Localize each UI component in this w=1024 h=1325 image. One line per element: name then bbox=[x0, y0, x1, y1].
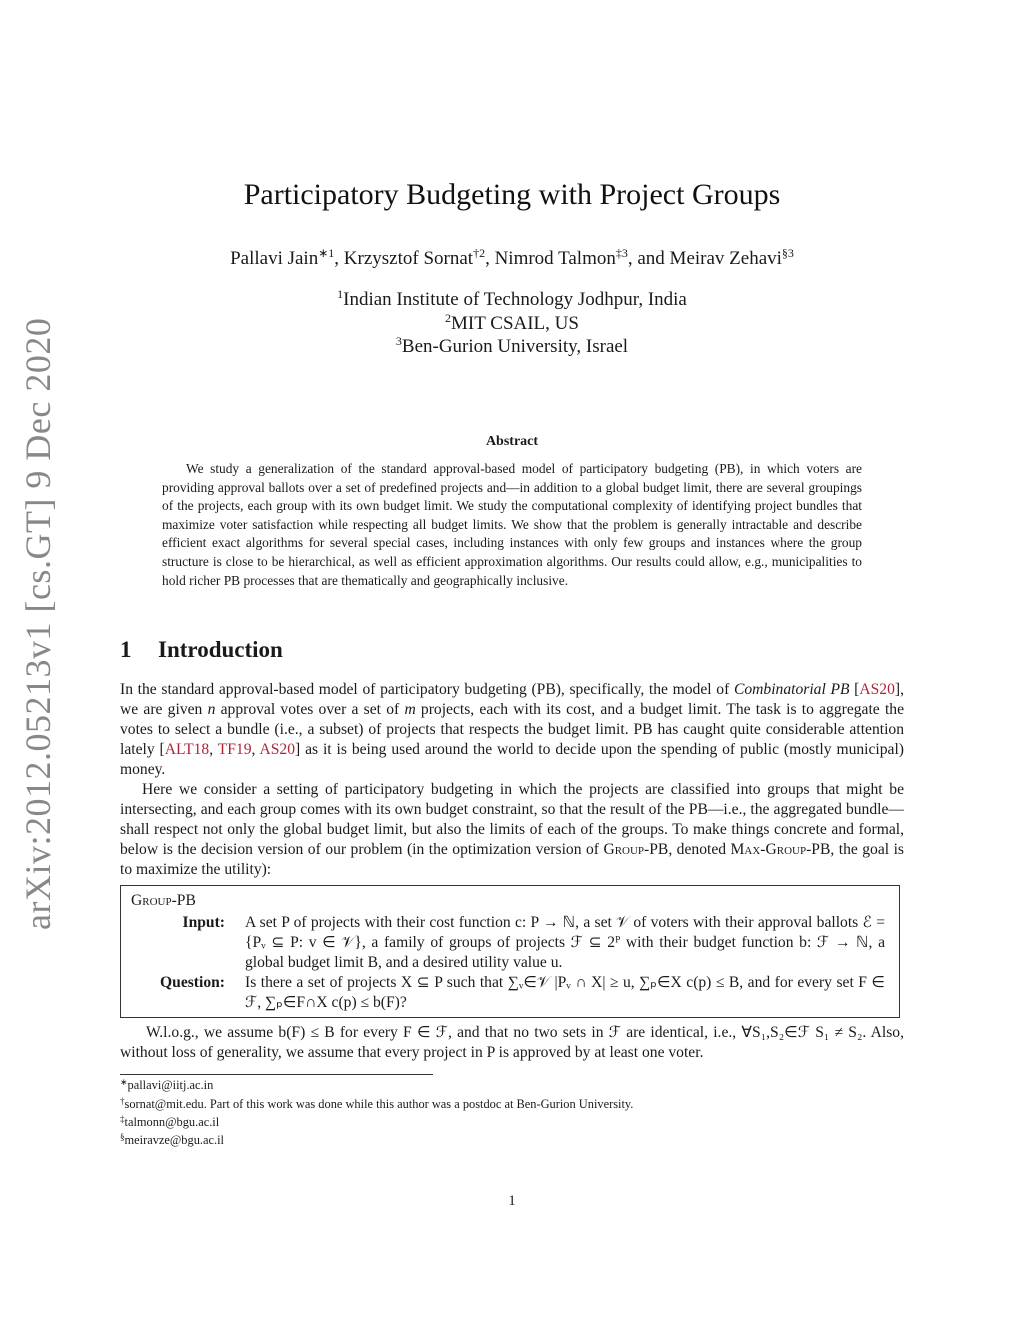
input-text: A set P of projects with their cost function c: P → ℕ, a set 𝒱 of voters with their approval ballots ℰ = {Pᵥ ⊆ P: v ∈ 𝒱}, a family of groups of projects ℱ ⊆ 2ᴾ with their budget function b: ℱ → ℕ, a global budget limit B, and a desired utility value u. bbox=[245, 914, 885, 971]
affiliation-mark: 2 bbox=[445, 311, 452, 325]
affiliation bbox=[0, 313, 1024, 335]
problem-name-ref: Max-Group-PB bbox=[730, 841, 831, 858]
affiliation-mark: 1 bbox=[337, 287, 344, 301]
input-label: Input: bbox=[182, 914, 225, 931]
author-name: Krzysztof Sornat bbox=[343, 248, 474, 269]
math-var: n bbox=[207, 701, 216, 718]
affiliation-mark: 3 bbox=[395, 334, 402, 348]
problem-name: Group-PB bbox=[131, 892, 196, 909]
affiliation bbox=[0, 289, 1024, 311]
text-run: [ bbox=[849, 681, 860, 698]
text-run: , bbox=[209, 741, 218, 758]
page-number: 1 bbox=[508, 1193, 516, 1209]
intro-paragraph-1 bbox=[120, 680, 904, 780]
paper-title: Participatory Budgeting with Project Groups bbox=[243, 178, 781, 211]
author-marks: †2 bbox=[473, 246, 486, 260]
question-text: Is there a set of projects X ⊆ P such that ∑ᵥ∈𝒱 |Pᵥ ∩ X| ≥ u, ∑ₚ∈X c(p) ≤ B, and for every set F ∈ ℱ, ∑ₚ∈F∩X c(p) ≤ b(F)? bbox=[245, 974, 885, 1011]
footnote-text: pallavi@iitj.ac.in bbox=[127, 1078, 214, 1092]
footnote bbox=[120, 1132, 900, 1148]
text-run: approval votes over a set of bbox=[215, 701, 405, 718]
footnote-divider bbox=[120, 1074, 433, 1075]
author-name: Meirav Zehavi bbox=[669, 248, 782, 269]
footnote-mark: ∗ bbox=[120, 1077, 128, 1087]
math-var: m bbox=[404, 701, 416, 718]
text-run: projects, each with its cost, and a budget limit. The task is to aggregate the votes to select a bundle (i.e., a subset) of projects that respects the budget limit. PB has caught quite considerable attention lately [ bbox=[120, 701, 905, 758]
emphasis: Combinatorial PB bbox=[733, 681, 850, 698]
intro-paragraph-3: W.l.o.g., we assume b(F) ≤ B for every F ∈ ℱ, and that no two sets in ℱ are identical, i.e., ∀S₁,S₂∈ℱ S₁ ≠ S₂. Also, without loss of generality, we assume that every project in P is approved by at least one voter. bbox=[120, 1024, 904, 1061]
affiliation-text: MIT CSAIL, US bbox=[451, 313, 579, 334]
section-number: 1 bbox=[120, 637, 132, 662]
citation-link[interactable]: ALT18 bbox=[164, 741, 210, 758]
author-list bbox=[0, 248, 1024, 270]
author-marks: ‡3 bbox=[615, 246, 628, 260]
affiliation bbox=[0, 336, 1024, 358]
citation-link[interactable]: AS20 bbox=[259, 741, 295, 758]
section-title: Introduction bbox=[158, 637, 283, 662]
section-heading bbox=[120, 637, 283, 663]
text-run: Here we consider a setting of participatory budgeting in which the projects are classified into groups that might be intersecting, and each group comes with its own budget constraint, so that the result of the PB—i.e., the aggregated bundle—shall respect not only the global budget limit, but also the limits of each of the groups. To make things concrete and formal, below is the decision version of our problem (in the optimization version of bbox=[120, 781, 904, 858]
citation-link[interactable]: AS20 bbox=[859, 681, 895, 698]
question-label: Question: bbox=[160, 974, 225, 991]
text-run: , denoted bbox=[668, 841, 731, 858]
problem-name-ref: Group-PB bbox=[603, 841, 669, 858]
affiliation-text: Ben-Gurion University, Israel bbox=[401, 336, 629, 357]
problem-definition-box bbox=[120, 885, 900, 1018]
intro-paragraph-2 bbox=[120, 780, 904, 880]
author-separator: , bbox=[485, 248, 495, 269]
author-name: Nimrod Talmon bbox=[494, 248, 616, 269]
footnote-mark: † bbox=[120, 1096, 125, 1106]
text-run: , the goal is to maximize the utility): bbox=[120, 841, 904, 878]
author-separator: , and bbox=[627, 248, 670, 269]
arxiv-identifier-stamp: arXiv:2012.05213v1 [cs.GT] 9 Dec 2020 bbox=[18, 317, 58, 930]
author-name: Pallavi Jain bbox=[230, 248, 319, 269]
footnote-text: talmonn@bgu.ac.il bbox=[124, 1115, 220, 1129]
footnote bbox=[120, 1114, 900, 1130]
author-marks: ∗1 bbox=[318, 246, 335, 260]
footnote bbox=[120, 1077, 900, 1093]
affiliation-text: Indian Institute of Technology Jodhpur, India bbox=[343, 289, 687, 310]
citation-link[interactable]: TF19 bbox=[217, 741, 252, 758]
abstract-heading: Abstract bbox=[485, 434, 539, 449]
abstract-body: We study a generalization of the standard approval-based model of participatory budgeting (PB), in which voters are providing approval ballots over a set of predefined projects and—in addition to a global budget limit, there are several groupings of the projects, each group with its own budget limit. We study the computational complexity of identifying project bundles that maximize voter satisfaction while respecting all budget limits. We show that the problem is generally intractable and describe efficient exact algorithms for several special cases, including instances with only few groups and instances where the group structure is close to be hierarchical, as well as efficient approximation algorithms. Our results could allow, e.g., municipalities to hold richer PB processes that are thematically and geographically inclusive. bbox=[162, 461, 862, 588]
text-run: ], we are given bbox=[120, 681, 904, 718]
text-run: , bbox=[251, 741, 260, 758]
author-separator: , bbox=[334, 248, 344, 269]
footnote-mark: ‡ bbox=[120, 1114, 125, 1124]
text-run: In the standard approval-based model of participatory budgeting (PB), specifically, the model of bbox=[120, 681, 734, 698]
footnote-text: sornat@mit.edu. Part of this work was done while this author was a postdoc at Ben-Gurion University. bbox=[124, 1097, 634, 1111]
author-marks: §3 bbox=[781, 246, 794, 260]
text-run: ] as it is being used around the world to decide upon the spending of public (mostly municipal) money. bbox=[120, 741, 905, 778]
footnote-text: meiravze@bgu.ac.il bbox=[124, 1133, 224, 1147]
footnote bbox=[120, 1096, 900, 1112]
footnote-mark: § bbox=[120, 1132, 125, 1142]
